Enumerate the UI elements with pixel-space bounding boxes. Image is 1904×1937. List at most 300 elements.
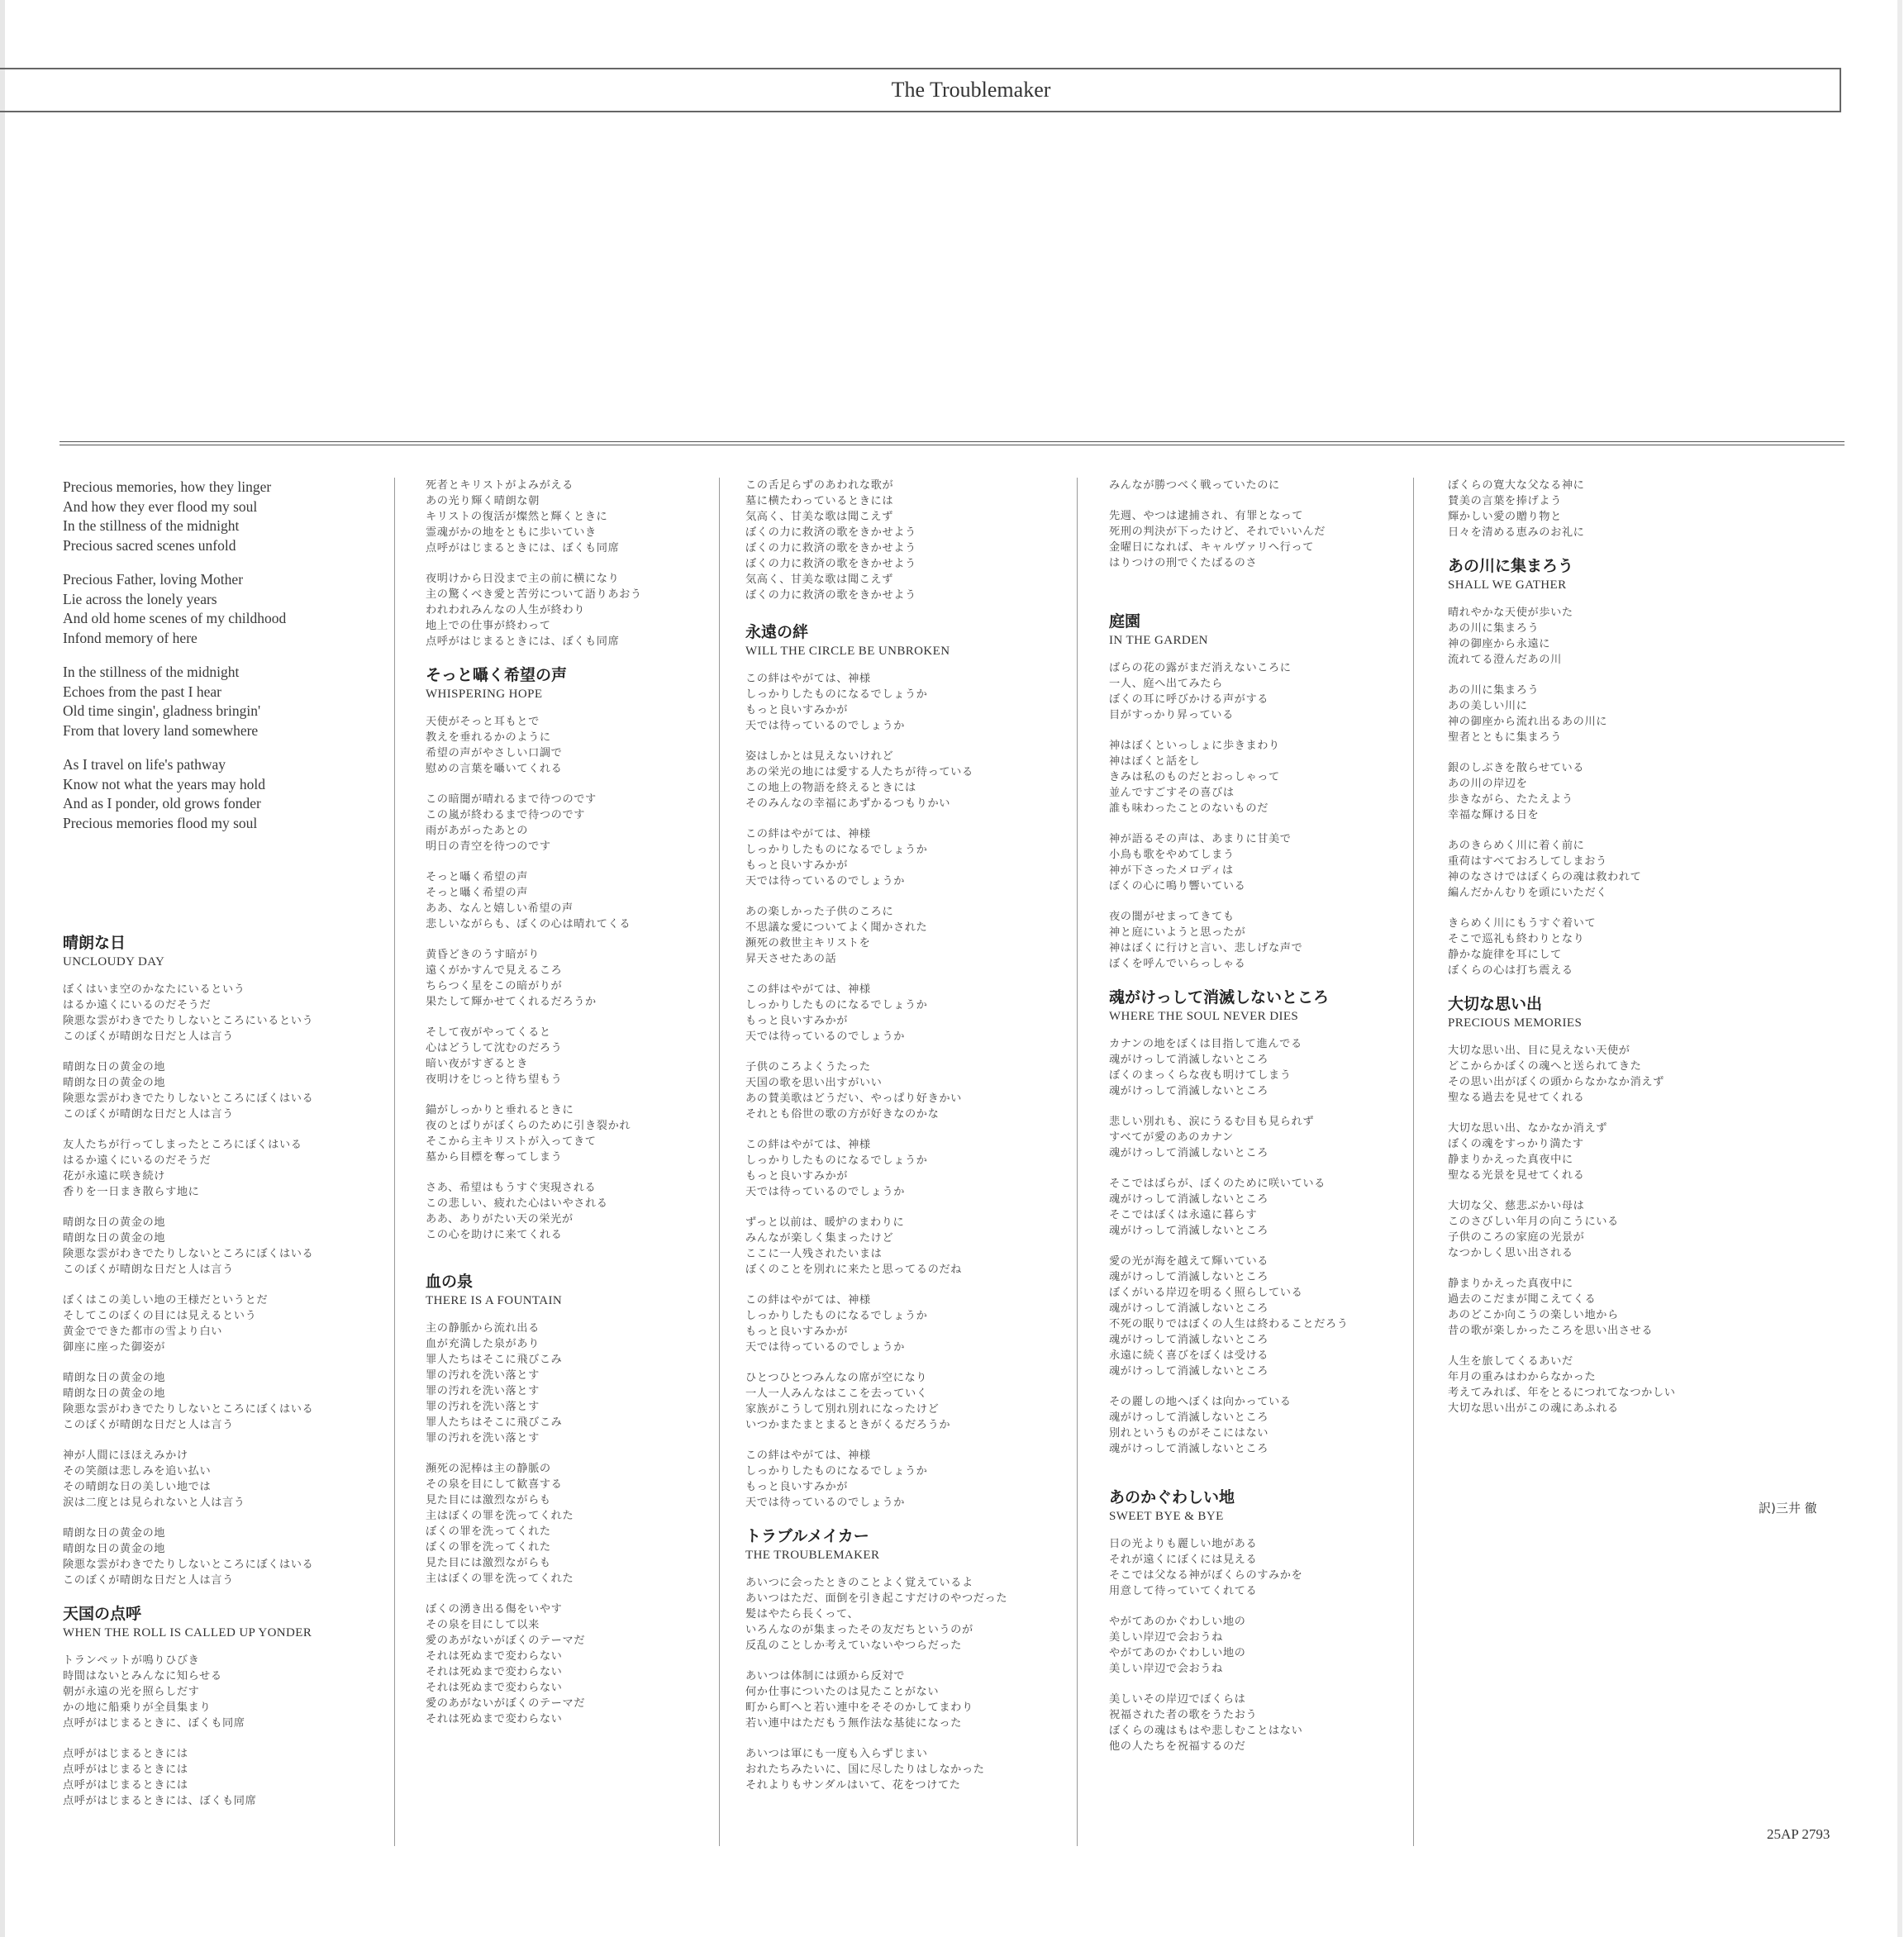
lyric-line: そしてこのぼくの目には見えるという — [63, 1310, 257, 1322]
lyric-verse — [426, 1461, 715, 1587]
lyric-line: ばらの花の露がまだ消えないころに — [1109, 662, 1292, 674]
lyric-line: 一人、庭へ出てみたら — [1109, 678, 1223, 690]
song-title — [1448, 555, 1828, 593]
lyric-line: はるか遠くにいるのだそうだ — [63, 999, 212, 1011]
lyric-line: 祝福された者の歌をうたおう — [1109, 1709, 1258, 1721]
lyric-line: ぼくはいま空のかなたにいるという — [63, 983, 245, 996]
lyric-line: Precious Father, loving Mother — [63, 571, 244, 588]
lyric-line: もっと良いすみかが — [745, 859, 849, 872]
lyric-line: 魂がけっして消滅しないところ — [1109, 1334, 1269, 1346]
lyric-verse — [745, 1215, 1073, 1278]
lyric-verse — [1448, 838, 1828, 901]
lyric-line: あの賛美歌はどうだい、やっぱり好きかい — [745, 1092, 962, 1105]
lyric-line: 天では待っているのでしょうか — [745, 1186, 906, 1198]
lyric-line: 瀕死の泥棒は主の静脈の — [426, 1463, 551, 1475]
lyric-line: このぼくが晴朗な日だと人は言う — [63, 1574, 234, 1587]
lyric-line: そこで巡礼も終わりとなり — [1448, 933, 1585, 945]
song-title — [745, 1525, 1073, 1563]
song-title-english: UNCLOUDY DAY — [63, 955, 165, 968]
lyric-verse — [426, 1025, 715, 1087]
lyric-line: ぼくがいる岸辺を明るく照らしている — [1109, 1287, 1303, 1299]
title-box — [0, 68, 1841, 112]
lyric-line: やがてあのかぐわしい地の — [1109, 1616, 1246, 1628]
lyric-line: 晴朗な日の黄金の地 — [63, 1372, 166, 1384]
song-title-english: WILL THE CIRCLE BE UNBROKEN — [745, 645, 950, 658]
lyric-line: 神はぼくに行けと言い、悲しげな声で — [1109, 942, 1303, 954]
lyric-line: ぼくの湧き出る傷をいやす — [426, 1603, 563, 1616]
song-title-japanese: 大切な思い出 — [1448, 995, 1543, 1013]
lyric-line: ずっと以前は、暖炉のまわりに — [745, 1216, 905, 1229]
lyric-line: ぼくの力に救済の歌をきかせよう — [745, 526, 916, 539]
lyrics-column-4 — [1109, 478, 1407, 1769]
lyric-line: そこではばらが、ぼくのために咲いている — [1109, 1178, 1326, 1190]
lyric-verse — [1109, 660, 1407, 723]
lyric-line: 罪の汚れを洗い落とす — [426, 1401, 540, 1413]
lyric-line: ああ、なんと嬉しい希望の声 — [426, 902, 574, 915]
lyric-line: 険悪な雲がわきでたりしないところにぼくはいる — [63, 1248, 314, 1260]
song-title-english: WHISPERING HOPE — [426, 688, 543, 701]
lyric-line: 静まりかえった真夜中に — [1448, 1154, 1573, 1166]
song-title-japanese: トラブルメイカー — [745, 1527, 869, 1545]
lyric-line: 晴朗な日の黄金の地 — [63, 1543, 166, 1555]
lyric-line: Precious sacred scenes unfold — [63, 536, 236, 554]
lyric-line: それは死ぬまで変わらない — [426, 1650, 563, 1663]
lyric-line: もっと良いすみかが — [745, 1325, 849, 1338]
lyric-verse — [1109, 1692, 1407, 1754]
lyric-line: 険悪な雲がわきでたりしないところにぼくはいる — [63, 1559, 314, 1571]
lyric-verse — [745, 1575, 1073, 1654]
lyric-line: いつかまたまとまるときがくるだろうか — [745, 1419, 951, 1431]
lyric-line: 反乱のことしか考えていないやつらだった — [745, 1640, 962, 1652]
lyric-line: 魂がけっして消滅しないところ — [1109, 1054, 1269, 1066]
lyric-line: キリストの復活が燦然と輝くときに — [426, 511, 608, 523]
lyric-line: はるか遠くにいるのだそうだ — [63, 1154, 212, 1167]
lyric-line: 天では待っているのでしょうか — [745, 875, 906, 888]
lyric-line: この絆はやがては、神様 — [745, 983, 871, 996]
lyric-line: 天では待っているのでしょうか — [745, 1341, 906, 1354]
lyric-line: その晴朗な日の美しい地では — [63, 1481, 212, 1493]
lyric-line: 神はぼくといっしょに歩きまわり — [1109, 740, 1280, 752]
spacer — [63, 848, 387, 932]
lyric-verse — [1109, 1394, 1407, 1457]
lyric-line: 聖なる過去を見せてくれる — [1448, 1092, 1585, 1104]
lyric-verse — [63, 1215, 387, 1278]
lyric-line: 見た目には激烈ながらも — [426, 1494, 551, 1506]
page-title: The Troublemaker — [891, 78, 1051, 102]
lyric-line: 子供のころよくうたった — [745, 1061, 871, 1073]
lyric-verse — [745, 1370, 1073, 1433]
lyric-line: 死者とキリストがよみがえる — [426, 479, 574, 492]
lyric-verse — [63, 570, 387, 648]
lyric-line: And as I ponder, old grows fonder — [63, 795, 261, 811]
lyric-line: 罪人たちはそこに飛びこみ — [426, 1354, 563, 1366]
lyric-line: 目がすっかり昇っている — [1109, 709, 1234, 721]
lyric-line: 小鳥も歌をやめてしまう — [1109, 849, 1235, 861]
lyric-line: ぼくらの心は打ち震える — [1448, 964, 1573, 977]
lyric-line: Lie across the lonely years — [63, 590, 217, 607]
spacer — [1109, 1472, 1407, 1487]
lyric-line: 美しい岸辺で会おうね — [1109, 1663, 1223, 1675]
lyric-line: 聖者とともに集まろう — [1448, 731, 1562, 744]
lyric-line: ちらつく星をこの暗がりが — [426, 980, 563, 992]
lyric-line: 悲しい別れも、涙にうるむ目も見られず — [1109, 1116, 1315, 1128]
lyric-line: 明日の青空を待つのです — [426, 840, 551, 853]
lyric-line: かの地に船乗りが全員集まり — [63, 1701, 212, 1714]
lyric-line: 神はぼくと話をし — [1109, 755, 1201, 768]
song-title-english: WHERE THE SOUL NEVER DIES — [1109, 1010, 1299, 1023]
song-title — [1109, 1487, 1407, 1525]
lyric-line: 子供のころの家庭の光景が — [1448, 1231, 1585, 1244]
lyric-verse — [745, 478, 1073, 603]
lyric-verse — [1448, 760, 1828, 823]
lyric-line: 時間はないとみんなに知らせる — [63, 1670, 222, 1682]
lyric-verse — [63, 982, 387, 1045]
lyric-line: 金曜日になれば、キャルヴァリへ行って — [1109, 541, 1315, 554]
lyric-line: 重荷はすべておろしてしまおう — [1448, 855, 1607, 868]
song-title — [1109, 611, 1407, 649]
lyric-verse — [1109, 1176, 1407, 1239]
lyric-line: 先週、やつは逮捕され、有罪となって — [1109, 510, 1304, 522]
lyric-line: 神の御座から永遠に — [1448, 638, 1551, 650]
lyric-verse — [745, 671, 1073, 734]
lyric-line: あいつは体制には頭から反対で — [745, 1670, 906, 1682]
lyric-verse — [1448, 1198, 1828, 1261]
lyric-line: ぼくはこの美しい地の王様だというとだ — [63, 1294, 269, 1306]
song-title-japanese: 永遠の絆 — [745, 623, 809, 641]
lyric-line: 家族がこうして別れ別れになったけど — [745, 1403, 940, 1416]
lyric-verse — [1448, 916, 1828, 978]
lyric-verse — [1448, 1354, 1828, 1416]
lyric-line: 晴朗な日の黄金の地 — [63, 1061, 166, 1073]
lyric-line: 夜明けから日没まで主の前に横になり — [426, 573, 620, 585]
lyric-line: In the stillness of the midnight — [63, 517, 240, 534]
lyric-line: 夜のとばりがぼくらのために引き裂かれ — [426, 1120, 631, 1132]
lyric-line: 神が語るその声は、あまりに甘美で — [1109, 833, 1292, 845]
lyric-line: このぼくが晴朗な日だと人は言う — [63, 1030, 234, 1043]
lyric-line: この地上の物語を終えるときには — [745, 782, 916, 794]
lyric-line: このぼくが晴朗な日だと人は言う — [63, 1108, 234, 1121]
lyric-line: 不死の眠りではぼくの人生は終わることだろう — [1109, 1318, 1349, 1330]
right-page-edge — [1897, 0, 1902, 1937]
lyric-line: 点呼がはじまるときには、ぼくも同席 — [426, 542, 620, 554]
lyric-verse — [63, 663, 387, 740]
lyric-line: 別れというものがそこにはない — [1109, 1427, 1269, 1440]
lyric-line: 年月の重みはわからなかった — [1448, 1371, 1597, 1383]
lyric-line: カナンの地をぼくは目指して進んでる — [1109, 1038, 1302, 1050]
lyric-line: ぼくの力に救済の歌をきかせよう — [745, 542, 916, 554]
song-title — [745, 621, 1073, 659]
spacer — [1109, 586, 1407, 611]
lyric-line: 聖なる光景を見せてくれる — [1448, 1169, 1585, 1182]
lyric-verse — [745, 982, 1073, 1045]
lyric-line: In the stillness of the midnight — [63, 664, 240, 680]
lyric-verse — [426, 1601, 715, 1727]
lyrics-column-5 — [1448, 478, 1828, 1431]
column-divider-2 — [719, 478, 720, 1846]
lyric-line: ぼくらの寛大な父なる神に — [1448, 479, 1585, 492]
lyric-line: 誰も味わったことのないものだ — [1109, 802, 1269, 815]
lyric-line: 魂がけっして消滅しないところ — [1109, 1225, 1269, 1237]
lyric-line: その泉を目にして歓喜する — [426, 1478, 563, 1491]
lyric-line: 魂がけっして消滅しないところ — [1109, 1271, 1269, 1283]
lyric-verse — [745, 1746, 1073, 1793]
lyric-line: この心を助けに来てくれる — [426, 1229, 563, 1241]
lyric-line: 流れてる澄んだあの川 — [1448, 654, 1562, 666]
lyric-line: 点呼がはじまるときには — [63, 1763, 188, 1776]
lyric-line: 晴朗な日の黄金の地 — [63, 1527, 166, 1540]
lyric-line: 大切な思い出、目に見えない天使が — [1448, 1045, 1630, 1057]
lyric-verse — [1109, 1614, 1407, 1677]
lyric-verse — [1109, 909, 1407, 972]
lyric-line: しっかりしたものになるでしょうか — [745, 688, 928, 701]
lyric-line: この絆はやがては、神様 — [745, 673, 871, 685]
lyric-line: 愛の光が海を越えて輝いている — [1109, 1255, 1269, 1268]
lyric-line: あいつはただ、面倒を引き起こすだけのやつだった — [745, 1592, 1008, 1605]
song-title-english: THE TROUBLEMAKER — [745, 1549, 880, 1562]
lyric-line: 天では待っているのでしょうか — [745, 720, 906, 732]
lyric-line: Old time singin', gladness bringin' — [63, 702, 261, 719]
lyric-line: そこではぼくは永遠に暮らす — [1109, 1209, 1258, 1221]
lyric-line: みんなが勝つべく戦っていたのに — [1109, 479, 1280, 492]
lyric-line: 主はぼくの罪を洗ってくれた — [426, 1573, 574, 1585]
lyric-line: しっかりしたものになるでしょうか — [745, 844, 928, 856]
lyric-line: And how they ever flood my soul — [63, 497, 258, 515]
lyric-line: なつかしく思い出される — [1448, 1247, 1573, 1259]
lyric-line: 晴朗な日の黄金の地 — [63, 1216, 166, 1229]
lyric-line: 主はぼくの罪を洗ってくれた — [426, 1510, 574, 1522]
column-divider-4 — [1413, 478, 1414, 1846]
lyric-line: 晴朗な日の黄金の地 — [63, 1387, 166, 1400]
lyric-line: 天使がそっと耳もとで — [426, 716, 540, 728]
lyric-line: 神が下さったメロディは — [1109, 864, 1234, 877]
lyric-line: 慰めの言葉を囁いてくれる — [426, 763, 563, 775]
lyric-verse — [1448, 1043, 1828, 1106]
lyric-verse — [63, 1746, 387, 1809]
lyric-line: そっと囁く希望の声 — [426, 871, 529, 883]
song-title — [63, 1603, 387, 1641]
lyric-line: 幸福な輝ける日を — [1448, 809, 1540, 821]
lyric-line: 香りを一日まき散らす地に — [63, 1186, 200, 1198]
lyric-line: 希望の声がやさしい口調で — [426, 747, 563, 759]
lyric-verse — [1109, 738, 1407, 816]
lyric-line: 魂がけっして消滅しないところ — [1109, 1193, 1269, 1206]
lyric-line: And old home scenes of my childhood — [63, 610, 287, 626]
song-title — [1448, 993, 1828, 1031]
song-title-japanese: 魂がけっして消滅しないところ — [1109, 988, 1330, 1007]
lyric-line: As I travel on life's pathway — [63, 756, 226, 773]
catalog-number: 25AP 2793 — [1767, 1826, 1830, 1842]
left-page-edge — [0, 0, 5, 1937]
lyric-verse — [1109, 1114, 1407, 1161]
lyric-verse — [63, 478, 387, 555]
lyric-line: きらめく川にもうすぐ着いて — [1448, 917, 1597, 930]
lyric-line: 魂がけっして消滅しないところ — [1109, 1085, 1269, 1097]
lyric-line: ぼくのまっくらな夜も明けてしまう — [1109, 1069, 1292, 1082]
song-title — [63, 932, 387, 970]
lyric-verse — [63, 1448, 387, 1511]
column-divider-3 — [1077, 478, 1078, 1846]
lyric-line: 一人一人みんなはここを去っていく — [745, 1387, 928, 1400]
lyric-line: From that lovery land somewhere — [63, 721, 259, 739]
song-title-japanese: あのかぐわしい地 — [1109, 1488, 1235, 1506]
lyric-line: 御座に座った御姿が — [63, 1341, 166, 1354]
lyric-line: 静まりかえった真夜中に — [1448, 1278, 1573, 1290]
lyric-line: ぼくの力に救済の歌をきかせよう — [745, 589, 916, 602]
song-title-english: THERE IS A FOUNTAIN — [426, 1294, 563, 1307]
lyric-line: 教えを垂れるかのように — [426, 731, 551, 744]
lyric-line: この絆はやがては、神様 — [745, 1139, 871, 1151]
lyric-line: 険悪な雲がわきでたりしないところにいるという — [63, 1015, 314, 1027]
lyric-line: 主の驚くべき愛と苦労について語りあおう — [426, 588, 642, 601]
lyric-line: それよりもサンダルはいて、花をつけてた — [745, 1779, 961, 1792]
lyric-line: 神と庭にいようと思ったが — [1109, 926, 1246, 939]
lyric-verse — [745, 826, 1073, 889]
lyric-line: 地上での仕事が終わって — [426, 620, 551, 632]
lyric-line: 考えてみれば、年をとるにつれてなつかしい — [1448, 1387, 1676, 1399]
lyric-verse — [1109, 478, 1407, 493]
lyric-line: そこから主キリストが入ってきて — [426, 1135, 597, 1148]
lyric-line: あのどこか向こうの楽しい地から — [1448, 1309, 1619, 1321]
lyric-verse — [63, 1059, 387, 1122]
lyric-line: 何か仕事についたのは見たことがない — [745, 1686, 940, 1698]
lyric-line: Echoes from the past I hear — [63, 683, 221, 700]
translator-credit: 訳)三井 徹 — [1759, 1501, 1817, 1516]
lyric-line: はりつけの刑でくたばるのさ — [1109, 557, 1258, 569]
lyric-line: 友人たちが行ってしまったところにぼくはいる — [63, 1139, 302, 1151]
lyric-line: 死刑の判決が下ったけど、それでいいんだ — [1109, 526, 1326, 538]
lyric-verse — [1109, 831, 1407, 894]
lyric-verse — [745, 904, 1073, 967]
lyric-line: すべてが愛のあのカナン — [1109, 1131, 1234, 1144]
lyric-verse — [1448, 1121, 1828, 1183]
lyrics-column-1 — [63, 478, 387, 1824]
lyric-line: 輝かしい愛の贈り物と — [1448, 511, 1562, 523]
lyric-line: もっと良いすみかが — [745, 1015, 849, 1027]
lyric-line: 他の人たちを祝福するのだ — [1109, 1740, 1246, 1753]
lyric-verse — [1109, 1254, 1407, 1379]
lyric-line: 昔の歌が楽しかったころを思い出させる — [1448, 1325, 1654, 1337]
lyric-line: この舌足らずのあわれな歌が — [745, 479, 894, 492]
lyric-line: 昇天させたあの話 — [745, 953, 837, 965]
lyric-line: 険悪な雲がわきでたりしないところにぼくはいる — [63, 1403, 314, 1416]
lyric-verse — [63, 1137, 387, 1200]
lyric-verse — [63, 1370, 387, 1433]
lyric-line: あの川に集まろう — [1448, 622, 1540, 635]
lyric-verse — [63, 1292, 387, 1355]
lyric-verse — [1448, 1276, 1828, 1339]
lyric-line: あのきらめく川に着く前に — [1448, 840, 1585, 852]
song-title-english: SWEET BYE & BYE — [1109, 1510, 1224, 1523]
lyric-line: 天では待っているのでしょうか — [745, 1030, 906, 1043]
lyric-line: 点呼がはじまるときには — [63, 1779, 188, 1792]
lyric-line: 険悪な雲がわきでたりしないところにぼくはいる — [63, 1092, 314, 1105]
lyric-line: ぼくの罪を洗ってくれた — [426, 1541, 551, 1554]
lyric-verse — [426, 1180, 715, 1243]
lyric-line: 魂がけっして消滅しないところ — [1109, 1411, 1269, 1424]
song-title — [426, 664, 715, 702]
lyric-line: 夜明けをじっと待ち望もう — [426, 1073, 563, 1086]
lyric-line: それが遠くにぼくには見える — [1109, 1554, 1258, 1566]
lyric-line: あの川の岸辺を — [1448, 778, 1528, 790]
lyric-verse — [1109, 1536, 1407, 1599]
lyric-verse — [1109, 508, 1407, 571]
lyric-line: 朝が永遠の光を照らしだす — [63, 1686, 200, 1698]
lyric-verse — [745, 1448, 1073, 1511]
lyric-line: 愛のあがないがぼくのテーマだ — [426, 1697, 586, 1710]
lyric-line: ぼくを呼んでいらっしゃる — [1109, 958, 1246, 970]
lyric-verse — [426, 571, 715, 650]
lyric-line: 天国の歌を思い出すがいい — [745, 1077, 883, 1089]
lyric-line: ぼくのことを別れに来たと思ってるのだね — [745, 1264, 962, 1276]
lyric-line: 賛美の言葉を捧げよう — [1448, 495, 1562, 507]
lyric-line: 罪の汚れを洗い落とす — [426, 1369, 540, 1382]
lyric-line: 悲しいながらも、ぼくの心は晴れてくる — [426, 918, 631, 930]
song-title-english: PRECIOUS MEMORIES — [1448, 1016, 1583, 1030]
lyric-verse — [63, 1653, 387, 1731]
lyric-verse — [426, 947, 715, 1010]
lyric-line: 瀕死の救世主キリストを — [745, 937, 871, 949]
lyric-line: もっと良いすみかが — [745, 1481, 849, 1493]
lyric-line: それは死ぬまで変わらない — [426, 1666, 563, 1678]
lyric-line: 黄昏どきのうす暗がり — [426, 949, 540, 961]
lyric-line: ああ、ありがたい天の栄光が — [426, 1213, 574, 1225]
lyric-verse — [745, 1059, 1073, 1122]
lyric-line: 晴れやかな天使が歩いた — [1448, 607, 1573, 619]
lyric-line: 点呼がはじまるときには、ぼくも同席 — [426, 635, 620, 648]
lyric-line: 涙は二度とは見られないと人は言う — [63, 1497, 245, 1509]
lyric-line: 神が人間にほほえみかけ — [63, 1449, 188, 1462]
lyric-line: 点呼がはじまるときに、ぼくも同席 — [63, 1717, 245, 1730]
lyric-line: しっかりしたものになるでしょうか — [745, 1465, 928, 1478]
lyric-line: そして夜がやってくると — [426, 1026, 551, 1039]
lyric-line: やがてあのかぐわしい地の — [1109, 1647, 1246, 1659]
lyric-line: その思い出がぼくの頭からなかなか消えず — [1448, 1076, 1664, 1088]
lyric-line: 並んですごすその喜びは — [1109, 787, 1235, 799]
lyric-line: 墓から目標を奪ってしまう — [426, 1151, 563, 1164]
lyric-line: 編んだかんむりを頭にいただく — [1448, 887, 1608, 899]
song-title-english: IN THE GARDEN — [1109, 634, 1208, 647]
lyric-verse — [426, 1102, 715, 1165]
lyric-line: あいつは軍にも一度も入らずじまい — [745, 1748, 928, 1760]
lyric-line: しっかりしたものになるでしょうか — [745, 1154, 928, 1167]
lyric-verse — [63, 1525, 387, 1588]
lyric-line: この絆はやがては、神様 — [745, 828, 871, 840]
spacer — [426, 1258, 715, 1271]
lyric-line: しっかりしたものになるでしょうか — [745, 999, 928, 1011]
lyric-line: おれたちみたいに、国に尽したりはしなかった — [745, 1763, 985, 1776]
lyric-line: しっかりしたものになるでしょうか — [745, 1310, 928, 1322]
lyric-line: 墓に横たわっているときには — [745, 495, 894, 507]
lyric-line: 暗い夜がすぎるとき — [426, 1058, 529, 1070]
lyric-line: その泉を目にして以来 — [426, 1619, 540, 1631]
song-title — [1109, 987, 1407, 1025]
lyric-line: 心はどうして沈むのだろう — [426, 1042, 563, 1054]
lyric-verse — [426, 714, 715, 777]
lyric-line: あの川に集まろう — [1448, 684, 1540, 697]
lyric-verse — [426, 478, 715, 556]
lyric-line: 雨があがったあとの — [426, 825, 529, 837]
lyric-line: ひとつひとつみんなの席が空になり — [745, 1372, 928, 1384]
lyric-line: Precious memories, how they linger — [63, 478, 272, 495]
lyric-verse — [426, 792, 715, 854]
lyric-line: トランペットが鳴りひびき — [63, 1654, 200, 1667]
lyric-line: 髪はやたら長くって、 — [745, 1608, 859, 1621]
song-title-japanese: 血の泉 — [426, 1273, 474, 1291]
lyric-line: Infond memory of here — [63, 629, 198, 646]
lyric-line: この絆はやがては、神様 — [745, 1294, 871, 1306]
lyric-line: 血が充満した泉があり — [426, 1338, 540, 1350]
lyric-line: 主の静脈から流れ出る — [426, 1322, 540, 1335]
